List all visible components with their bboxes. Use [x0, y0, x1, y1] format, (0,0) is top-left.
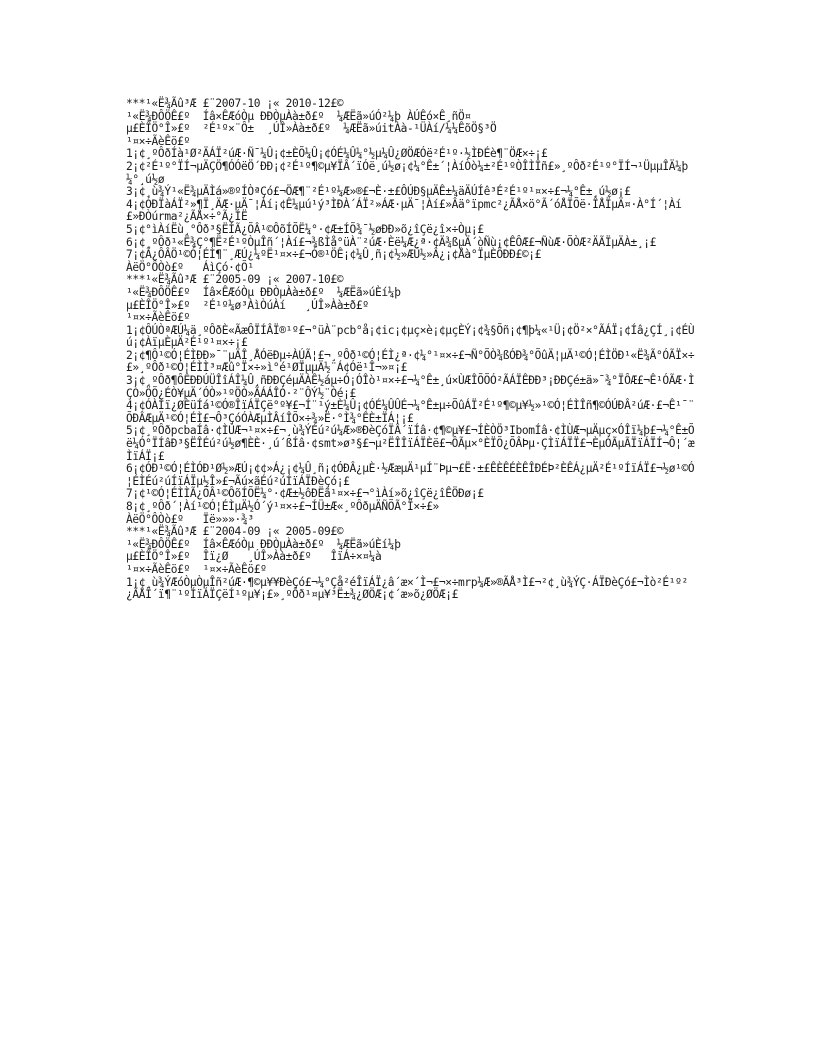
company-1-duty-6: 6¡¢¸ºÔð¹«Ë¾Ç°¶Ë²É¹ºÒµÎñ´¦Àí£¬¾ßÌå°üÀ¨²úÆ·Èë¼Æ¿ª·¢Ä¾ßµÄ´òÑù¡¢ÊÔÆ£¬ÑùÆ·ÕÒÆ²ÄÃÏµÄÀ±¸¡£: [126, 235, 656, 249]
company-2-duty-5: 5¡¢¸ºÔðpcbaÍâ·¢ÌÙÆ¬¹¤×÷£¬¸ù¾ÝÉú²ú¼Æ»®ÐèÇóÏÂ´ïÍâ·¢¶©µ¥£¬ÍÈÒÖ³IbomÍâ·¢ÌÙÆ¬µÄµç×ÓÎï¼þ£¬¼°Ê±Õë¼Ó°ÏÍâÐ³§ËÎÉú²ú½ø¶ÈÈ·¸ú´ßÍâ·¢smt»ø³§£¬µ²ËÎÎïÁÏÈë£¬ÔÃµ×°ÈÏÕ¿ÕÂÞµ·ÇÌïÁÏÏ£¬ÈµÓÃµÃÏïÁÏÍ¬Ô¦´æÌïÁÏ¡£: [126, 424, 695, 463]
company-2-position: µ£ÈÎÖ°Î»£º ²É¹º¼ø³ÀìÒúÀí ¸ÚÎ»Àà±ð£º: [126, 298, 369, 312]
company-2-duties-label: ¹¤×÷ÃèÊö£º: [126, 311, 190, 325]
company-2-duty-6: 6¡¢ÓÐ¹©Ó¦ÉÌÓÐ¹Ø½»ÆÚ¡¢¢»Á¿¡¢¼Û¸ñ¡¢ÓÐÂ¿µÈ·½ÆæµÄ¹µÍ¨Þµ¬£Ë·±£ÊÈÊÉÈÊÎÐÉÞ²ÈÊÁ¿µÄ²É¹ºÍïÁÏ£¬½ø¹©Ó¦ÉÌÉú²úÍïÁÏµ½Î»£¬Ãú×ãÉú²úÍïÁÏÐèÇó¡£: [126, 462, 695, 488]
company-1-header: ***¹«Ë¾Ãû³Æ £¨2007-10 ¡« 2010-12£©: [126, 97, 344, 110]
company-2-header: ***¹«Ë¾Ãû³Æ £¨2005-09 ¡« 2007-10£©: [126, 273, 344, 287]
company-1-duties-label: ¹¤×÷ÃèÊö£º: [126, 134, 190, 148]
resume-document: [126, 98, 696, 602]
company-2-leave-reason: ÀëÖ°ÔÒò£º Ïë»»»·¾³: [126, 512, 254, 526]
company-3-nature: ¹«Ë¾ÐÔÖÊ£º Íâ×ÊÆóÒµ ÐÐÒµÀà±ð£º ¼ÆËã»úÈí¼þ: [126, 537, 401, 551]
company-1-duty-1: 1¡¢¸ºÔðÍà¹Ø²ÄÁÏ²úÆ·Ñ¯¼Û¡¢±ÈÕ¼Û¡¢ÓÉ¼Û¼°½µ¼Û¿ØÖÆÓë²É¹º·½ÌÐÉè¶¨ÖÆ×÷¡£: [126, 147, 548, 161]
company-2-duty-8: 8¡¢¸ºÔð´¦Àí¹©Ó¦ÉÌµÄ½Ó´ý¹¤×÷£¬ÍÜ±Æ«¸ºÔðµÄÑÕÃ°Ï×÷£»: [126, 500, 439, 513]
company-2-duty-2: 2¡¢¶Ô¹©Ó¦ÉÌÐÐ»¯¨µÄÎ¸ÅÓëÐµ÷ÀÚÃ¦£¬¸ºÔð¹©Ó¦ÉÌ¿ª·¢¼°¹¤×÷£¬Ñ°ÕÒ¾ßÓÐ¾°ÕûÄ¦µÄ¹©Ó¦ÉÌÖÐ¹«Ë¾Ã°ÓÃÏ×÷£»¸ºÔð¹©Ó¦ÉÌÌ³¤Æû°Ï×÷»ì°é¹ØÏµµÄ½¨Á¢Óë¹Î¬»¤¡£: [126, 348, 695, 375]
company-2-nature: ¹«Ë¾ÐÔÖÊ£º Íâ×ÊÆóÒµ ÐÐÒµÀà±ð£º ¼ÆËã»úÈí¼þ: [126, 285, 401, 299]
company-1-duty-5: 5¡¢°ìÀíËù¸°Ôð³§ËÍÃ¿ÕÂ¹©ÔõÍÕË¼°·¢Æ±ÍÕ¾¯½øÐÐ»õ¿îÇë¿î×÷Òµ¡£: [126, 222, 484, 236]
company-2-duty-7: 7¡¢¹©Ó¦ÉÌÌÃ¿ÕÂ¹©ÔõÍÕË¼°·¢Æ±½ôÐËã¹¤×÷£¬°ìÀí»õ¿îÇë¿îÊÖÐø¡£: [126, 487, 484, 501]
company-3-duties-label: ¹¤×÷ÃèÊö£º ¹¤×÷ÃèÊö£º: [126, 562, 267, 576]
company-3-position: µ£ÈÎÖ°Î»£º Îï¿Ø ¸ÚÎ»Àà±ð£º ÎïÁ÷×¤¼à: [126, 550, 382, 564]
company-1-position: µ£ÈÎÖ°Î»£º ²É¹º×¨Ô± ¸ÚÎ»Àà±ð£º ¼ÆËã»úitÀà-¹ÜÀí/¼¼ÊõÖ§³Ö: [126, 122, 497, 136]
company-1-duty-3: 3¡¢¸ù¾Ý¹«Ë¾µÄÌá»®ºÍÒªÇó£¬ÖÆ¶¨²É¹º¼Æ»®£¬È·±£ÔÚÐ§µÄÊ±¼äÄÚÍê³É²É¹º¹¤×÷£¬¼°Ê±¸ú½ø¡£: [126, 185, 631, 199]
company-1-nature: ¹«Ë¾ÐÔÖÊ£º Íâ×ÊÆóÒµ ÐÐÒµÀà±ð£º ¼ÆËã»úÓ²¼þ ÀÚÊó×Ê¸ñÖ¤: [126, 109, 471, 123]
company-2-duty-4: 4¡¢ÓÀÌï¿ØÈüÍá¹©Ó®ÎïÁÏÇë°º¥£¬Í¨¹ý±È¼Û¡¢ÓÉ¼ÛÛÉ¬¼°Ê±µ÷ÕûÁÏ²É¹º¶©µ¥½»¹©Ó¦ÉÌÎñ¶©ÓÚÐÂ²úÆ·£¬Ê¹¯¨ÕÐÂÆµÄ¹©Ó¦ÉÌ£¬Ô³ÇóÓÀÆµÌÂíÎÕ×÷¾»Ë·°Ì¾°ÊÈ±ÏÁ¦¡£: [126, 399, 695, 425]
company-3-duty-1: 1¡¢¸ù¾ÝÆóÒµÒµÎñ²úÆ·¶©µ¥¥ÐèÇó£¬¼°Çå²éÎïÁÏ¿â´æ×´Ì¬£¬×÷mrp¼Æ»®ÃÅ³Ì£¬²¢¸ù¾ÝÇ·ÁÏÐèÇó£¬Ìò²É¹º²¿ÃÅÏ´ï¶¨¹ºÍïÁÏÇëÍ¹ºµ¥¡£»¸ºÔð¹¤µ¥³Ë±¾¿ØÖÆ¡¢´æ»õ¿ØÖÆ¡£: [126, 575, 688, 602]
company-1-duty-7: 7¡¢Ã¿ÔÂÖ¹©Ó¦ÉÌ¶¨¸ÆÚ¿¼ºË¹¤×÷£¬Ó®¹ÖÊ¡¢¼Û¸ñ¡¢½»ÆÚ½»Â¿¡¢Åà°ÏµÈÖÐÐ£©¡£: [126, 248, 542, 262]
company-1-duty-4: 4¡¢ÓÐÏàÁÏ²»¶Ï¸ÄÆ·µÄ¯¦Àí¡¢Ê¼µú¹ý³ÌÐÀ´ÁÏ²»ÁÆ·µÄ¯¦Àí£»Âä°ïpmc²¿ÃÅ×ö°Ã´óÅÏÕë·ÎÅÏµÄ¤·À°Í´¦Àí£»ÐÒúrma²¿ÃÅ×÷°Ã¿ÍË: [126, 197, 682, 224]
company-1-duty-2: 2¡¢²É¹º°ÏÍ¬µÄÇÖ¶ÓÓëÖ´ÐÐ¡¢²É¹º¶©µ¥ÏÂ´ïÓë¸ú½ø¡¢¼°Ê±´¦ÀíÒò¼±²É¹ºÒÎÌÎñ£»¸ºÔð²É¹º°ÏÍ¬¹ÜµµÎÄ¼þ¼°¸ú½ø: [126, 159, 688, 186]
company-2-duty-1: 1¡¢ÔÚÒªÆÚ¼ä¸ºÔðÈ«ÃæÔÏÍÂÏ®¹º£¬°üÀ¨pcb°å¡¢ic¡¢µç×è¡¢µçÈÝ¡¢¾§Õñ¡¢¶þ¼«¹Ü¡¢Ö²×°ÃÁÏ¡¢Íâ¿ÇÍ¸¡¢ÉÙú¡¢ÀïµÈµÄ²É¹º¹¤×÷¡£: [126, 323, 695, 350]
company-2-duty-3: 3¡¢¸ºÔð¶ÔÊÐÐÚÜÎîÁÎ¼Û¸ñÐÐÇéµÄÀÊ½áµ÷Ó¡ÓÎò¹¤×÷£¬¼°Ê±¸ú×ÙÆÎÕÕÓ²ÃÁÏÊÐÐ³¡ÐÐÇé±ä»¯¾°ÏÔÆ£¬Ê¹ÓÃÆ·ÌÇÒ»ÖÕ¿ÉÒ¥µÄ´ÓÒ»¹ºÖÒ»ÃÁÁÎÓ·²¨ÔÝ½¨Òé¡£: [126, 374, 695, 400]
company-3-header: ***¹«Ë¾Ãû³Æ £¨2004-09 ¡« 2005-09£©: [126, 525, 344, 539]
company-1-leave-reason: ÀëÖ°ÔÒò£º ÁìÇó·¢Õ¹: [126, 260, 254, 274]
